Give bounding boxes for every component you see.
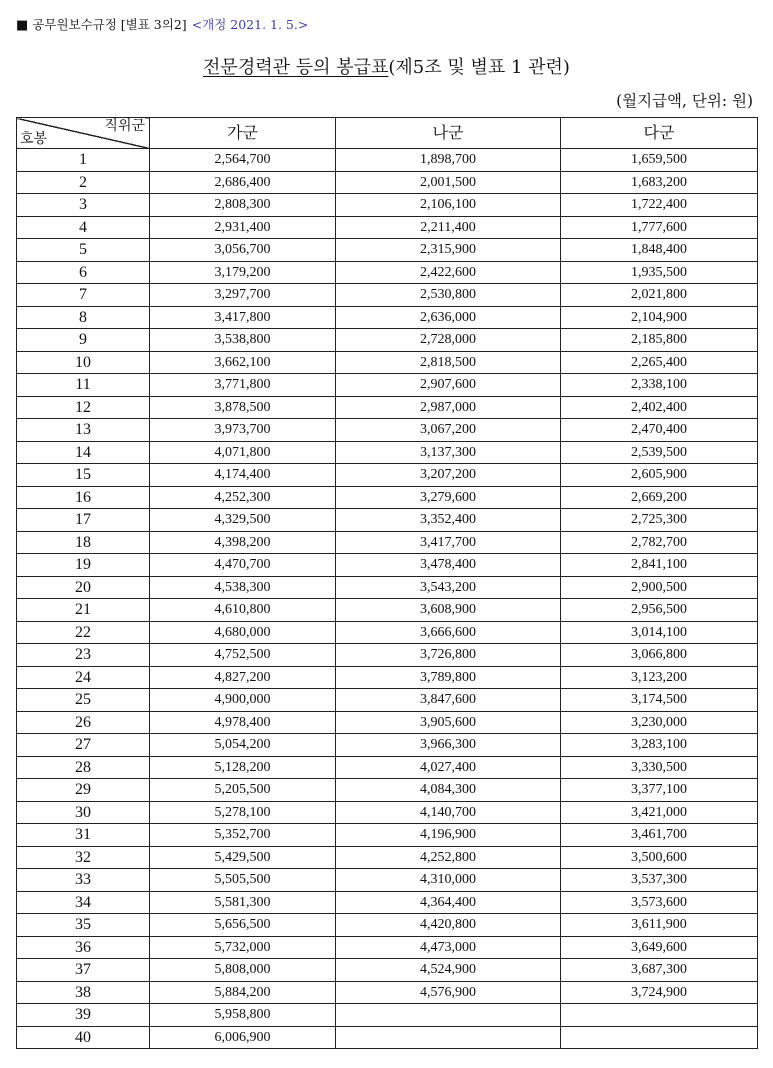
na-salary-cell: 3,137,300 bbox=[336, 441, 561, 464]
ga-salary-cell: 3,417,800 bbox=[150, 306, 336, 329]
ga-salary-cell: 3,179,200 bbox=[150, 261, 336, 284]
da-salary-cell: 2,782,700 bbox=[561, 531, 758, 554]
ga-salary-cell: 4,610,800 bbox=[150, 599, 336, 622]
table-row bbox=[17, 824, 758, 847]
da-salary-cell: 3,537,300 bbox=[561, 869, 758, 892]
grade-cell: 31 bbox=[17, 824, 150, 847]
grade-cell: 5 bbox=[17, 239, 150, 262]
grade-cell: 12 bbox=[17, 396, 150, 419]
table-row bbox=[17, 959, 758, 982]
na-salary-cell bbox=[336, 1004, 561, 1027]
table-row bbox=[17, 711, 758, 734]
da-salary-cell: 3,687,300 bbox=[561, 959, 758, 982]
grade-cell: 33 bbox=[17, 869, 150, 892]
grade-cell: 21 bbox=[17, 599, 150, 622]
na-salary-cell: 3,478,400 bbox=[336, 554, 561, 577]
ga-salary-cell: 4,174,400 bbox=[150, 464, 336, 487]
corner-header-cell bbox=[17, 118, 150, 149]
ga-salary-cell: 5,505,500 bbox=[150, 869, 336, 892]
da-salary-cell: 1,848,400 bbox=[561, 239, 758, 262]
table-row bbox=[17, 216, 758, 239]
table-row bbox=[17, 554, 758, 577]
table-row bbox=[17, 756, 758, 779]
amendment-note: <개정 2021. 1. 5.> bbox=[191, 17, 309, 32]
ga-salary-cell: 3,973,700 bbox=[150, 419, 336, 442]
table-row bbox=[17, 194, 758, 217]
ga-salary-cell: 6,006,900 bbox=[150, 1026, 336, 1049]
ga-salary-cell: 3,878,500 bbox=[150, 396, 336, 419]
column-header-da: 다군 bbox=[561, 118, 758, 149]
da-salary-cell: 2,021,800 bbox=[561, 284, 758, 307]
da-salary-cell: 2,539,500 bbox=[561, 441, 758, 464]
table-row bbox=[17, 644, 758, 667]
grade-cell: 40 bbox=[17, 1026, 150, 1049]
ga-salary-cell: 4,680,000 bbox=[150, 621, 336, 644]
ga-salary-cell: 2,686,400 bbox=[150, 171, 336, 194]
na-salary-cell: 3,417,700 bbox=[336, 531, 561, 554]
ga-salary-cell: 5,429,500 bbox=[150, 846, 336, 869]
table-row bbox=[17, 981, 758, 1004]
table-row bbox=[17, 801, 758, 824]
ga-salary-cell: 4,329,500 bbox=[150, 509, 336, 532]
da-salary-cell: 3,611,900 bbox=[561, 914, 758, 937]
table-row bbox=[17, 396, 758, 419]
na-salary-cell: 4,027,400 bbox=[336, 756, 561, 779]
na-salary-cell: 3,726,800 bbox=[336, 644, 561, 667]
grade-cell: 24 bbox=[17, 666, 150, 689]
regulation-source: 공무원보수규정 [별표 3의2] bbox=[32, 17, 187, 32]
grade-cell: 8 bbox=[17, 306, 150, 329]
table-header-row bbox=[17, 118, 758, 149]
table-row bbox=[17, 441, 758, 464]
na-salary-cell: 3,608,900 bbox=[336, 599, 561, 622]
table-row bbox=[17, 936, 758, 959]
da-salary-cell: 3,724,900 bbox=[561, 981, 758, 1004]
grade-cell: 15 bbox=[17, 464, 150, 487]
table-row bbox=[17, 689, 758, 712]
da-salary-cell: 2,470,400 bbox=[561, 419, 758, 442]
table-row bbox=[17, 779, 758, 802]
na-salary-cell: 3,905,600 bbox=[336, 711, 561, 734]
salary-table-body bbox=[17, 149, 758, 1049]
da-salary-cell: 3,649,600 bbox=[561, 936, 758, 959]
na-salary-cell: 3,666,600 bbox=[336, 621, 561, 644]
grade-cell: 20 bbox=[17, 576, 150, 599]
ga-salary-cell: 5,205,500 bbox=[150, 779, 336, 802]
grade-cell: 39 bbox=[17, 1004, 150, 1027]
da-salary-cell: 3,421,000 bbox=[561, 801, 758, 824]
title-suffix: (제5조 및 별표 1 관련) bbox=[388, 57, 570, 78]
ga-salary-cell: 2,564,700 bbox=[150, 149, 336, 172]
na-salary-cell: 4,140,700 bbox=[336, 801, 561, 824]
table-row bbox=[17, 621, 758, 644]
na-salary-cell: 3,207,200 bbox=[336, 464, 561, 487]
na-salary-cell: 2,530,800 bbox=[336, 284, 561, 307]
grade-cell: 3 bbox=[17, 194, 150, 217]
column-header-ga: 가군 bbox=[150, 118, 336, 149]
da-salary-cell: 2,104,900 bbox=[561, 306, 758, 329]
na-salary-cell: 2,907,600 bbox=[336, 374, 561, 397]
grade-cell: 14 bbox=[17, 441, 150, 464]
table-row bbox=[17, 531, 758, 554]
ga-salary-cell: 3,771,800 bbox=[150, 374, 336, 397]
da-salary-cell: 1,935,500 bbox=[561, 261, 758, 284]
ga-salary-cell: 5,128,200 bbox=[150, 756, 336, 779]
da-salary-cell: 3,377,100 bbox=[561, 779, 758, 802]
na-salary-cell: 4,196,900 bbox=[336, 824, 561, 847]
table-row bbox=[17, 419, 758, 442]
table-row bbox=[17, 599, 758, 622]
grade-cell: 22 bbox=[17, 621, 150, 644]
da-salary-cell: 2,338,100 bbox=[561, 374, 758, 397]
da-salary-cell: 1,683,200 bbox=[561, 171, 758, 194]
da-salary-cell: 3,066,800 bbox=[561, 644, 758, 667]
ga-salary-cell: 4,398,200 bbox=[150, 531, 336, 554]
ga-salary-cell: 4,538,300 bbox=[150, 576, 336, 599]
table-row bbox=[17, 149, 758, 172]
table-row bbox=[17, 486, 758, 509]
table-row bbox=[17, 351, 758, 374]
document-header bbox=[16, 15, 308, 33]
da-salary-cell: 2,669,200 bbox=[561, 486, 758, 509]
corner-label-step: 호봉 bbox=[20, 131, 48, 147]
grade-cell: 2 bbox=[17, 171, 150, 194]
da-salary-cell bbox=[561, 1026, 758, 1049]
da-salary-cell: 3,283,100 bbox=[561, 734, 758, 757]
ga-salary-cell: 2,808,300 bbox=[150, 194, 336, 217]
da-salary-cell: 2,605,900 bbox=[561, 464, 758, 487]
grade-cell: 16 bbox=[17, 486, 150, 509]
na-salary-cell: 4,473,000 bbox=[336, 936, 561, 959]
grade-cell: 35 bbox=[17, 914, 150, 937]
da-salary-cell: 2,185,800 bbox=[561, 329, 758, 352]
grade-cell: 7 bbox=[17, 284, 150, 307]
page-title bbox=[0, 53, 773, 79]
ga-salary-cell: 3,297,700 bbox=[150, 284, 336, 307]
grade-cell: 27 bbox=[17, 734, 150, 757]
ga-salary-cell: 3,662,100 bbox=[150, 351, 336, 374]
ga-salary-cell: 5,656,500 bbox=[150, 914, 336, 937]
na-salary-cell: 2,211,400 bbox=[336, 216, 561, 239]
na-salary-cell: 2,728,000 bbox=[336, 329, 561, 352]
na-salary-cell: 4,576,900 bbox=[336, 981, 561, 1004]
na-salary-cell: 3,279,600 bbox=[336, 486, 561, 509]
ga-salary-cell: 5,732,000 bbox=[150, 936, 336, 959]
grade-cell: 13 bbox=[17, 419, 150, 442]
ga-salary-cell: 5,278,100 bbox=[150, 801, 336, 824]
grade-cell: 9 bbox=[17, 329, 150, 352]
grade-cell: 23 bbox=[17, 644, 150, 667]
ga-salary-cell: 3,538,800 bbox=[150, 329, 336, 352]
table-row bbox=[17, 576, 758, 599]
na-salary-cell: 2,106,100 bbox=[336, 194, 561, 217]
na-salary-cell: 3,543,200 bbox=[336, 576, 561, 599]
table-row bbox=[17, 1026, 758, 1049]
ga-salary-cell: 5,958,800 bbox=[150, 1004, 336, 1027]
na-salary-cell: 3,966,300 bbox=[336, 734, 561, 757]
da-salary-cell: 3,123,200 bbox=[561, 666, 758, 689]
corner-label-position-group: 직위군 bbox=[104, 118, 145, 134]
da-salary-cell: 3,461,700 bbox=[561, 824, 758, 847]
grade-cell: 34 bbox=[17, 891, 150, 914]
na-salary-cell: 4,524,900 bbox=[336, 959, 561, 982]
ga-salary-cell: 5,808,000 bbox=[150, 959, 336, 982]
na-salary-cell: 2,987,000 bbox=[336, 396, 561, 419]
grade-cell: 1 bbox=[17, 149, 150, 172]
da-salary-cell: 1,777,600 bbox=[561, 216, 758, 239]
na-salary-cell: 3,067,200 bbox=[336, 419, 561, 442]
na-salary-cell: 4,420,800 bbox=[336, 914, 561, 937]
da-salary-cell: 2,956,500 bbox=[561, 599, 758, 622]
grade-cell: 6 bbox=[17, 261, 150, 284]
da-salary-cell: 2,265,400 bbox=[561, 351, 758, 374]
grade-cell: 10 bbox=[17, 351, 150, 374]
grade-cell: 37 bbox=[17, 959, 150, 982]
column-header-na: 나군 bbox=[336, 118, 561, 149]
na-salary-cell: 2,315,900 bbox=[336, 239, 561, 262]
table-row bbox=[17, 306, 758, 329]
da-salary-cell: 2,402,400 bbox=[561, 396, 758, 419]
table-row bbox=[17, 1004, 758, 1027]
da-salary-cell: 1,659,500 bbox=[561, 149, 758, 172]
na-salary-cell: 4,084,300 bbox=[336, 779, 561, 802]
grade-cell: 18 bbox=[17, 531, 150, 554]
ga-salary-cell: 4,470,700 bbox=[150, 554, 336, 577]
grade-cell: 30 bbox=[17, 801, 150, 824]
da-salary-cell: 2,900,500 bbox=[561, 576, 758, 599]
ga-salary-cell: 5,054,200 bbox=[150, 734, 336, 757]
da-salary-cell: 2,841,100 bbox=[561, 554, 758, 577]
ga-salary-cell: 4,827,200 bbox=[150, 666, 336, 689]
ga-salary-cell: 5,581,300 bbox=[150, 891, 336, 914]
na-salary-cell: 4,364,400 bbox=[336, 891, 561, 914]
ga-salary-cell: 4,900,000 bbox=[150, 689, 336, 712]
na-salary-cell: 2,422,600 bbox=[336, 261, 561, 284]
table-row bbox=[17, 284, 758, 307]
table-row bbox=[17, 329, 758, 352]
salary-table bbox=[16, 117, 758, 1049]
table-row bbox=[17, 914, 758, 937]
table-row bbox=[17, 846, 758, 869]
da-salary-cell: 3,500,600 bbox=[561, 846, 758, 869]
grade-cell: 29 bbox=[17, 779, 150, 802]
table-row bbox=[17, 509, 758, 532]
ga-salary-cell: 4,752,500 bbox=[150, 644, 336, 667]
title-main: 전문경력관 등의 봉급표 bbox=[203, 57, 389, 78]
grade-cell: 25 bbox=[17, 689, 150, 712]
da-salary-cell: 2,725,300 bbox=[561, 509, 758, 532]
grade-cell: 26 bbox=[17, 711, 150, 734]
table-row bbox=[17, 171, 758, 194]
ga-salary-cell: 4,978,400 bbox=[150, 711, 336, 734]
na-salary-cell: 2,636,000 bbox=[336, 306, 561, 329]
grade-cell: 38 bbox=[17, 981, 150, 1004]
table-row bbox=[17, 734, 758, 757]
na-salary-cell: 2,818,500 bbox=[336, 351, 561, 374]
na-salary-cell: 3,789,800 bbox=[336, 666, 561, 689]
ga-salary-cell: 4,071,800 bbox=[150, 441, 336, 464]
grade-cell: 32 bbox=[17, 846, 150, 869]
na-salary-cell: 1,898,700 bbox=[336, 149, 561, 172]
da-salary-cell bbox=[561, 1004, 758, 1027]
table-row bbox=[17, 464, 758, 487]
ga-salary-cell: 2,931,400 bbox=[150, 216, 336, 239]
table-row bbox=[17, 239, 758, 262]
na-salary-cell: 3,847,600 bbox=[336, 689, 561, 712]
da-salary-cell: 3,230,000 bbox=[561, 711, 758, 734]
table-row bbox=[17, 666, 758, 689]
grade-cell: 17 bbox=[17, 509, 150, 532]
grade-cell: 36 bbox=[17, 936, 150, 959]
table-row bbox=[17, 374, 758, 397]
ga-salary-cell: 3,056,700 bbox=[150, 239, 336, 262]
da-salary-cell: 1,722,400 bbox=[561, 194, 758, 217]
grade-cell: 4 bbox=[17, 216, 150, 239]
da-salary-cell: 3,573,600 bbox=[561, 891, 758, 914]
na-salary-cell: 4,252,800 bbox=[336, 846, 561, 869]
ga-salary-cell: 5,352,700 bbox=[150, 824, 336, 847]
ga-salary-cell: 5,884,200 bbox=[150, 981, 336, 1004]
ga-salary-cell: 4,252,300 bbox=[150, 486, 336, 509]
square-bullet-icon: ■ bbox=[16, 18, 29, 33]
grade-cell: 19 bbox=[17, 554, 150, 577]
na-salary-cell: 2,001,500 bbox=[336, 171, 561, 194]
na-salary-cell bbox=[336, 1026, 561, 1049]
table-row bbox=[17, 891, 758, 914]
grade-cell: 28 bbox=[17, 756, 150, 779]
da-salary-cell: 3,330,500 bbox=[561, 756, 758, 779]
da-salary-cell: 3,174,500 bbox=[561, 689, 758, 712]
grade-cell: 11 bbox=[17, 374, 150, 397]
table-row bbox=[17, 869, 758, 892]
na-salary-cell: 4,310,000 bbox=[336, 869, 561, 892]
table-row bbox=[17, 261, 758, 284]
na-salary-cell: 3,352,400 bbox=[336, 509, 561, 532]
unit-note: (월지급액, 단위: 원) bbox=[616, 92, 753, 110]
da-salary-cell: 3,014,100 bbox=[561, 621, 758, 644]
